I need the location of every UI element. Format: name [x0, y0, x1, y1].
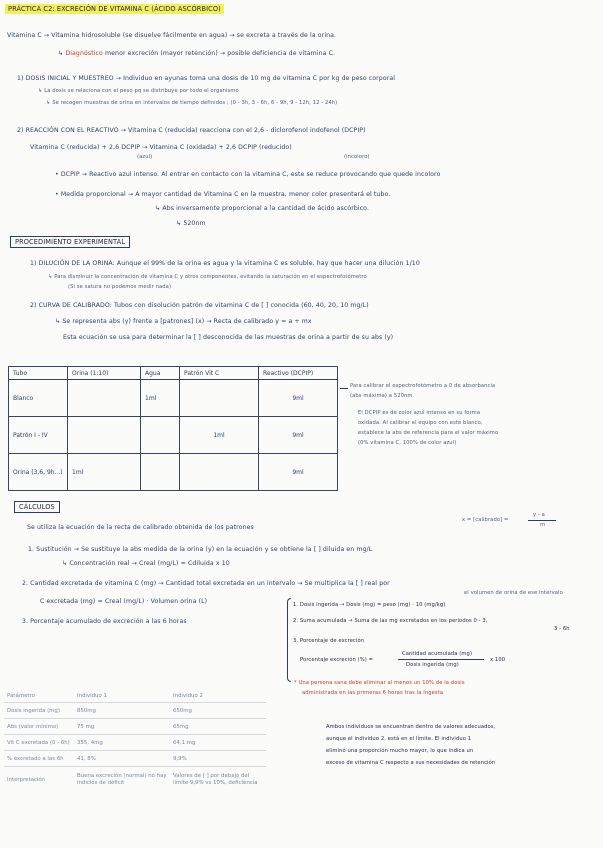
table-cell: 1ml [141, 380, 180, 417]
brace [287, 598, 291, 682]
table-header: Agua [141, 367, 180, 380]
table-cell: 9,9% [170, 751, 266, 767]
table-cell [180, 454, 259, 491]
table-header: Tubo [9, 367, 68, 380]
table-header: Individuo 2 [170, 690, 266, 703]
table-cell: Abs (valor mínimo) [4, 719, 74, 735]
curva-sub: ↳ Se representa abs (y) frente a [patrones] (x) → Recta de calibrado y = a + mx [55, 318, 312, 325]
calc-step-1: 1. Sustitución → Se sustituye la abs medida de la orina (y) en la ecuación y se obtiene la [ ] diluida en mg/L [28, 546, 373, 553]
table-cell: Blanco [9, 380, 68, 417]
table-row [4, 751, 266, 767]
table-note-1: Para calibrar el espectrofotómetro a 0 de absorbancia [350, 383, 496, 389]
section-1-heading: 1) DOSIS INICIAL Y MUESTREO → Individuo en ayunas toma una dosis de 10 mg de vitamina C por kg de peso corporal [17, 75, 396, 82]
calc-step-1-real: ↳ Concentración real → Creal (mg/L) = Cdiluida x 10 [62, 560, 230, 567]
table-cell [180, 380, 259, 417]
table-row [4, 767, 266, 794]
table-cell: 75 mg [74, 719, 170, 735]
table-row [9, 380, 338, 417]
intro-line-2-text: menor excreción (mayor retención) → posible deficiencia de vitamina C. [105, 50, 336, 57]
conclusion-3: eliminó una proporción mucho mayor, lo que indica un [326, 748, 474, 754]
table-row [9, 454, 338, 491]
table-header: Reactivo (DCPIP) [259, 367, 338, 380]
table-cell: Dosis ingerida (mg) [4, 703, 74, 719]
diagnostico-label: Diagnóstico [65, 50, 103, 57]
table-note-2: (abs máxima) a 520nm. [350, 393, 415, 399]
table-cell: 355, 4mg [74, 735, 170, 751]
table-note-3: El DCPIP es de color azul intenso en su forma [358, 410, 481, 416]
curva-eq-use: Esta ecuación se usa para determinar la [ ] desconocida de las muestras de orina a partir de su abs (y) [63, 334, 394, 341]
formula-fraction-bar [528, 520, 556, 521]
calculos-title: CÁLCULOS [14, 501, 60, 513]
table-cell: Interpretación [7, 777, 46, 783]
table-cell: % excretado a las 6h [4, 751, 74, 767]
right-step-1: 1. Dosis ingerida → Dosis (mg) = peso (mg) · 10 (mg/kg) [293, 602, 446, 608]
table-header-row [9, 367, 338, 380]
table-cell: 1ml [180, 417, 259, 454]
curva-heading: 2) CURVA DE CALIBRADO: Tubos con disolución patrón de vitamina C de [ ] conocida (60, 40, 20, 10 mg/L) [30, 302, 369, 309]
medida-bullet: • Medida proporcional → A mayor cantidad de Vitamina C en la muestra, menor color presentará el tubo. [55, 191, 391, 198]
dilucion-sub-text: Para disminuir la concentración de vitamina C y otros componentes, evitando la saturación en el espectrofotómetro [54, 274, 367, 280]
curva-sub-text: Se representa abs (y) frente a [patrones] (x) → Recta de calibrado y = a + mx [62, 318, 312, 325]
calc-step-2-formula: C excretada (mg) = Creal (mg/L) · Volumen orina (L) [40, 598, 208, 605]
table-cell: 64,1 mg [170, 735, 266, 751]
percent-formula-label: Porcentaje excreción (%) = [300, 657, 374, 663]
table-cell: 41, 8% [74, 751, 170, 767]
table-cell: 9ml [259, 380, 338, 417]
table-cell: Patrón I - IV [9, 417, 68, 454]
abs-note-text: Abs inversamente proporcional a la cantidad de ácido ascórbico. [162, 205, 370, 212]
table-cell: 9ml [259, 417, 338, 454]
formula-label: x = [calibrado] = [462, 517, 509, 523]
formula-numerator: y - a [533, 512, 545, 518]
percent-formula-denominator: Dosis ingerida (mg) [406, 662, 459, 668]
table-cell: 65mg [170, 719, 266, 735]
reaction-equation: Vitamina C (reducida) + 2,6 DCPIP → Vitamina C (oxidada) + 2,6 DCPIP (reducido) [30, 144, 292, 151]
dilucion-heading: 1) DILUCIÓN DE LA ORINA: Aunque el 99% de la orina es agua y la vitamina C es soluble, hay que hacer una dilución 1/10 [30, 260, 420, 267]
dilucion-sub: ↳ Para disminuir la concentración de vitamina C y otros componentes, evitando la saturación en el espectrofotómetro [48, 274, 367, 280]
right-step-2-b: 3 - 6h [554, 626, 570, 632]
table-cell: 1ml [68, 454, 141, 491]
calc-step-3: 3. Porcentaje acumulado de excreción a las 6 horas [22, 618, 187, 625]
dcpip-bullet: • DCPIP → Reactivo azul intenso. Al entrar en contacto con la vitamina C, este se reduce provocando que quede incoloro [55, 171, 441, 178]
table-header: Orina (1:10) [68, 367, 141, 380]
procedimiento-title: PROCEDIMIENTO EXPERIMENTAL [10, 236, 130, 248]
table-cell: 850mg [74, 703, 170, 719]
intro-line-1: Vitamina C → Vitamina hidrosoluble (se disuelve fácilmente en agua) → se excreta a través de la orina. [7, 32, 337, 39]
results-table [4, 690, 266, 793]
right-step-3: 3. Porcentaje de excreción [293, 638, 365, 644]
wavelength-value: 520nm [183, 220, 206, 227]
percent-formula-numerator: Cantidad acumulada (mg) [402, 651, 473, 657]
conclusion-1: Ambos individuos se encuentran dentro de valores adecuados, [326, 724, 496, 730]
table-header-row [4, 690, 266, 703]
calc-step-1-real-text: Concentración real → Creal (mg/L) = Cdiluida x 10 [69, 560, 230, 567]
table-note-5: establece la abs de referencia para el valor máximo [358, 430, 499, 436]
percent-fraction-bar [398, 659, 484, 660]
abs-note: ↳ Abs inversamente proporcional a la cantidad de ácido ascórbico. [155, 205, 370, 212]
incoloro-label: (incoloro) [344, 154, 370, 160]
azul-label: (azul) [137, 154, 153, 160]
red-note-2: administrada en las primeras 6 horas tras la ingesta [302, 690, 444, 696]
section-1-sub-1-text: La dosis se relaciona con el peso pq se distribuye por todo el organismo [44, 88, 239, 94]
table-row [4, 735, 266, 751]
table-cell [68, 380, 141, 417]
calc-step-2: 2. Cantidad excretada de vitamina C (mg) → Cantidad total excretada en un intervalo → Se multiplica la [ ] real por [22, 580, 390, 587]
conclusion-2: aunque el individuo 2, está en el límite. El individuo 1 [326, 736, 472, 742]
table-cell: Valores de [ ] por debajo del límite 9,9% vs 10%, deficiencia [173, 773, 258, 786]
intro-line-2: ↳ Diagnóstico menor excreción (mayor retención) → posible deficiencia de vitamina C. [58, 50, 336, 57]
table-cell: 9ml [259, 454, 338, 491]
table-header: Individuo 1 [74, 690, 170, 703]
table-header: Patrón Vit C [180, 367, 259, 380]
table-row [4, 703, 266, 719]
percent-formula-x100: x 100 [490, 657, 506, 663]
table-row [4, 719, 266, 735]
dilucion-sub-2: (Si se satura no podemos medir nada) [68, 284, 172, 290]
red-note-1: * Una persona sana debe eliminar al menos un 10% de la dosis [294, 680, 465, 686]
calc-intro: Se utiliza la ecuación de la recta de calibrado obtenida de los patrones [27, 524, 254, 531]
section-1-sub-1: ↳ La dosis se relaciona con el peso pq se distribuye por todo el organismo [38, 88, 239, 94]
section-1-sub-2: ↳ Se recogen muestras de orina en intervalos de tiempo definidos ; (0 - 3h, 3 - 6h, 6 - 9h, 9 - 12h, 12 - 24h) [46, 100, 338, 106]
table-cell: Buena excreción (normal) no hay indicios de déficit [77, 773, 167, 786]
section-2-heading: 2) REACCIÓN CON EL REACTIVO → Vitamina C (reducida) reacciona con el 2,6 - diclorofenol indofenol (DCPIP) [17, 127, 366, 134]
table-cell: 650mg [170, 703, 266, 719]
table-cell [68, 417, 141, 454]
note-arrow [340, 388, 348, 389]
page-title: PRÁCTICA C2: EXCRECIÓN DE VITAMINA C (ÁCIDO ASCÓRBICO) [5, 4, 224, 14]
table-cell [141, 454, 180, 491]
wavelength-note: ↳ 520nm [176, 220, 206, 227]
section-1-sub-2-text: Se recogen muestras de orina en intervalos de tiempo definidos ; (0 - 3h, 3 - 6h, 6 - 9h, 9 - 12h, 12 - 24h) [52, 100, 338, 106]
table-cell [141, 417, 180, 454]
table-header: Parámetro [4, 690, 74, 703]
table-row [9, 417, 338, 454]
table-note-6: (0% vitamina C, 100% de color azul) [358, 440, 457, 446]
table-cell: Orina (3,6, 9h...) [9, 454, 68, 491]
formula-denominator: m [540, 522, 546, 528]
table-cell: Vit C excretada (0 - 6h) [4, 735, 74, 751]
table-note-4: oxidada. Al calibrar el equipo con este blanco, [358, 420, 483, 426]
right-step-2: 2. Suma acumulada → Suma de las mg excretados en los periodos 0 - 3, [293, 618, 488, 624]
calc-step-2-b: el volumen de orina de ese intervalo [464, 590, 563, 596]
conclusion-4: exceso de vitamina C respecto a sus necesidades de retención [326, 760, 496, 766]
procedure-table [8, 366, 338, 491]
